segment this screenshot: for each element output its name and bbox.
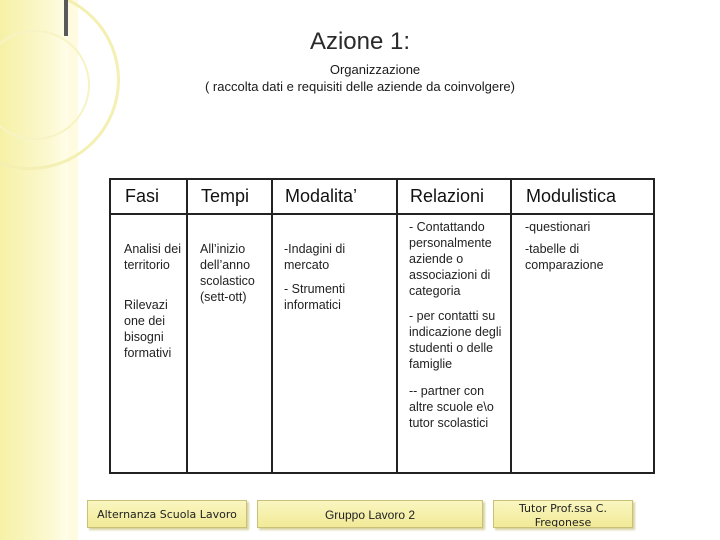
relazioni-item: - Contattando personalmente aziende o associazioni di categoria xyxy=(409,220,492,298)
column-divider xyxy=(396,180,398,472)
column-divider xyxy=(271,180,273,472)
footer-tutor-label: Tutor Prof.ssa C. Fregonese xyxy=(493,500,633,528)
relazioni-item: - per contatti su indicazione degli studenti o delle famiglie xyxy=(409,309,502,371)
header-fasi: Fasi xyxy=(125,186,160,206)
header-divider xyxy=(111,213,653,215)
modalita-item: -Indagini di mercato xyxy=(284,242,346,272)
header-tempi: Tempi xyxy=(201,186,250,206)
fasi-item: Rilevazi one dei bisogni formativi xyxy=(124,298,172,360)
activity-table xyxy=(109,178,655,474)
header-modulistica: Modulistica xyxy=(526,186,617,206)
column-divider xyxy=(186,180,188,472)
modalita-item: - Strumenti informatici xyxy=(284,282,346,312)
footer-program-label: Alternanza Scuola Lavoro xyxy=(87,500,247,528)
slide-title: Azione 1: xyxy=(309,28,411,55)
slide-subtitle: Organizzazione xyxy=(329,62,421,77)
fasi-item: Analisi dei territorio xyxy=(124,242,181,272)
footer-group-label: Gruppo Lavoro 2 xyxy=(257,500,483,528)
slide-subtitle-detail: ( raccolta dati e requisiti delle aziende da coinvolgere) xyxy=(204,79,515,94)
tempi-item: All’inizio dell’anno scolastico (sett-ott) xyxy=(200,242,255,304)
relazioni-item: -- partner con altre scuole e\o tutor scolastici xyxy=(409,384,494,430)
header-relazioni: Relazioni xyxy=(410,186,485,206)
modulistica-item: -tabelle di comparazione xyxy=(525,242,604,272)
column-divider xyxy=(510,180,512,472)
header-modalita: Modalita’ xyxy=(285,186,358,206)
modulistica-item: -questionari xyxy=(525,220,591,234)
